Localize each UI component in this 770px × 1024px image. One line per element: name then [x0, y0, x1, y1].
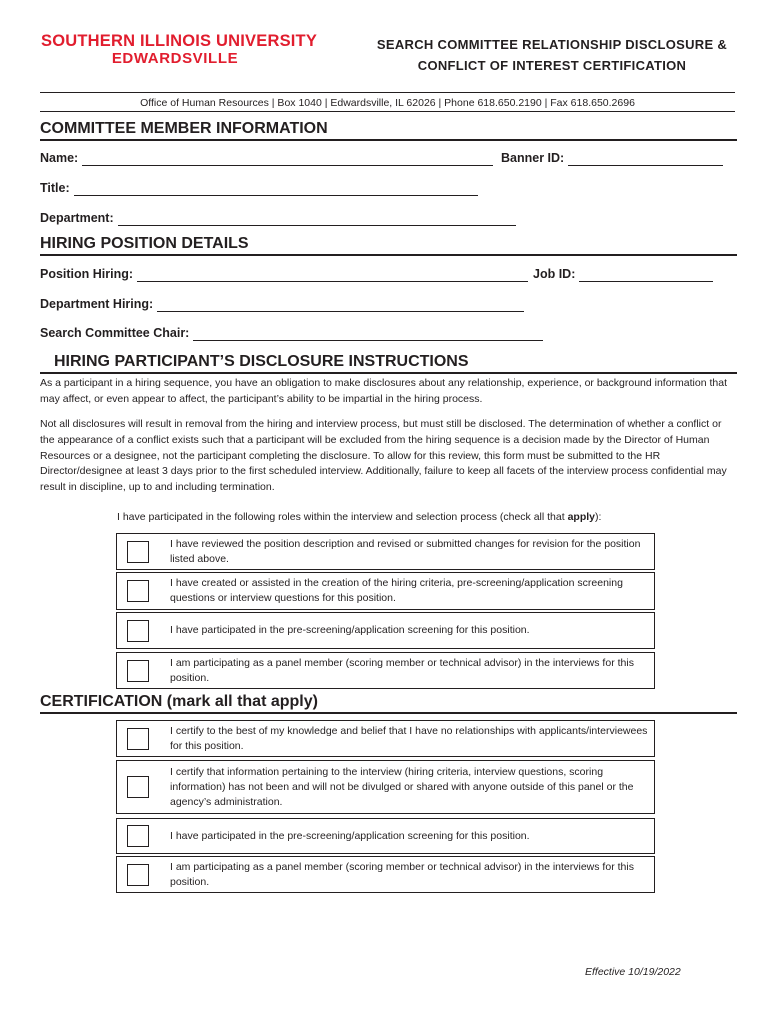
title-line-1: SEARCH COMMITTEE RELATIONSHIP DISCLOSURE & [376, 37, 728, 52]
name-field [40, 151, 493, 166]
instructions-paragraph-1: As a participant in a hiring sequence, you have an obligation to make disclosures about any relationship, experience, or background information that may affect, or even appear to affect, the participant’s ability to be impartial in the hiring process. [40, 377, 728, 405]
cert-checkbox-2[interactable] [127, 776, 149, 798]
cert-checkbox-4[interactable] [127, 864, 149, 886]
role-checkbox-1[interactable] [127, 541, 149, 563]
instructions-section-title: HIRING PARTICIPANT’S DISCLOSURE INSTRUCTIONS [40, 352, 737, 374]
role-text-3: I have participated in the pre-screening/application screening for this position. [170, 624, 530, 636]
header-rule-bottom [40, 111, 735, 112]
cert-option-1 [116, 720, 655, 757]
header-rule-top [40, 92, 735, 93]
office-info: Office of Human Resources | Box 1040 | Edwardsville, IL 62026 | Phone 618.650.2190 | Fax 618.650.2696 [140, 97, 635, 109]
cert-option-2 [116, 760, 655, 814]
job-id-field [533, 267, 713, 282]
position-hiring-label: Position Hiring: [40, 267, 134, 281]
logo-line-2: EDWARDSVILLE [111, 50, 239, 67]
name-label: Name: [40, 151, 79, 165]
role-option-3 [116, 612, 655, 649]
university-logo [41, 32, 318, 68]
banner-id-field [501, 151, 723, 166]
job-id-input[interactable] [579, 268, 713, 282]
department-hiring-input[interactable] [157, 298, 524, 312]
position-section-title: HIRING POSITION DETAILS [40, 234, 737, 256]
search-chair-label: Search Committee Chair: [40, 326, 190, 340]
role-text-4: I am participating as a panel member (scoring member or technical advisor) in the interviews for this position. [170, 656, 634, 684]
banner-id-label: Banner ID: [501, 151, 565, 165]
role-text-2: I have created or assisted in the creation of the hiring criteria, pre-screening/application screening questions or interview questions for this position. [170, 577, 623, 604]
banner-id-input[interactable] [568, 152, 723, 166]
search-chair-field [40, 326, 543, 341]
cert-checkbox-1[interactable] [127, 728, 149, 750]
roles-intro: I have participated in the following roles within the interview and selection process (check all that apply): [117, 511, 602, 523]
job-id-label: Job ID: [533, 267, 576, 281]
role-text-1: I have reviewed the position description and revised or submitted changes for revision for the position listed above. [170, 537, 641, 565]
instructions-paragraph-2: Not all disclosures will result in removal from the hiring and interview process, but must still be disclosed. The determination of whether a conflict or the appearance of a conflict exists such that a participant will be excluded from the hiring sequence is a decision made by the Director of Human Resources or a designee, not the participant completing the disclosure. To allow for this review, this form must be submitted to the HR Director/designee at least 3 days prior to the first scheduled interview. Additionally, failure to keep all facets of the interview process confidential may result in discipline, up to and including termination. [40, 418, 727, 494]
cert-text-3: I have participated in the pre-screening/application screening for this position. [170, 829, 530, 842]
cert-option-3 [116, 818, 655, 854]
role-checkbox-2[interactable] [127, 580, 149, 602]
cert-option-4 [116, 856, 655, 893]
title-line-2: CONFLICT OF INTEREST CERTIFICATION [417, 58, 687, 73]
position-hiring-input[interactable] [137, 268, 528, 282]
cert-checkbox-3[interactable] [127, 825, 149, 847]
cert-text-4: I am participating as a panel member (scoring member or technical advisor) in the interviews for this position. [170, 860, 634, 888]
title-field [40, 181, 478, 196]
department-hiring-label: Department Hiring: [40, 297, 154, 311]
department-hiring-field [40, 297, 524, 312]
role-checkbox-3[interactable] [127, 620, 149, 642]
logo-line-1: SOUTHERN ILLINOIS UNIVERSITY [41, 32, 318, 50]
department-label: Department: [40, 211, 114, 225]
department-input[interactable] [118, 212, 516, 226]
effective-date: Effective 10/19/2022 [585, 966, 681, 978]
committee-section-title: COMMITTEE MEMBER INFORMATION [40, 119, 737, 141]
document-title [362, 34, 742, 76]
department-field [40, 211, 516, 226]
role-option-1 [116, 533, 655, 570]
certification-section-title: CERTIFICATION (mark all that apply) [40, 692, 737, 714]
cert-text-1: I certify to the best of my knowledge and belief that I have no relationships with applicants/interviewees for this position. [170, 724, 648, 752]
role-option-2 [116, 572, 655, 610]
cert-text-2: I certify that information pertaining to the interview (hiring criteria, interview questions, scoring information) has not been and will not be divulged or shared with anyone outside of this panel or the agency’s administration. [170, 765, 634, 808]
role-checkbox-4[interactable] [127, 660, 149, 682]
role-option-4 [116, 652, 655, 689]
name-input[interactable] [82, 152, 493, 166]
position-hiring-field [40, 267, 528, 282]
search-chair-input[interactable] [193, 327, 543, 341]
title-input[interactable] [74, 182, 478, 196]
title-label: Title: [40, 181, 70, 195]
